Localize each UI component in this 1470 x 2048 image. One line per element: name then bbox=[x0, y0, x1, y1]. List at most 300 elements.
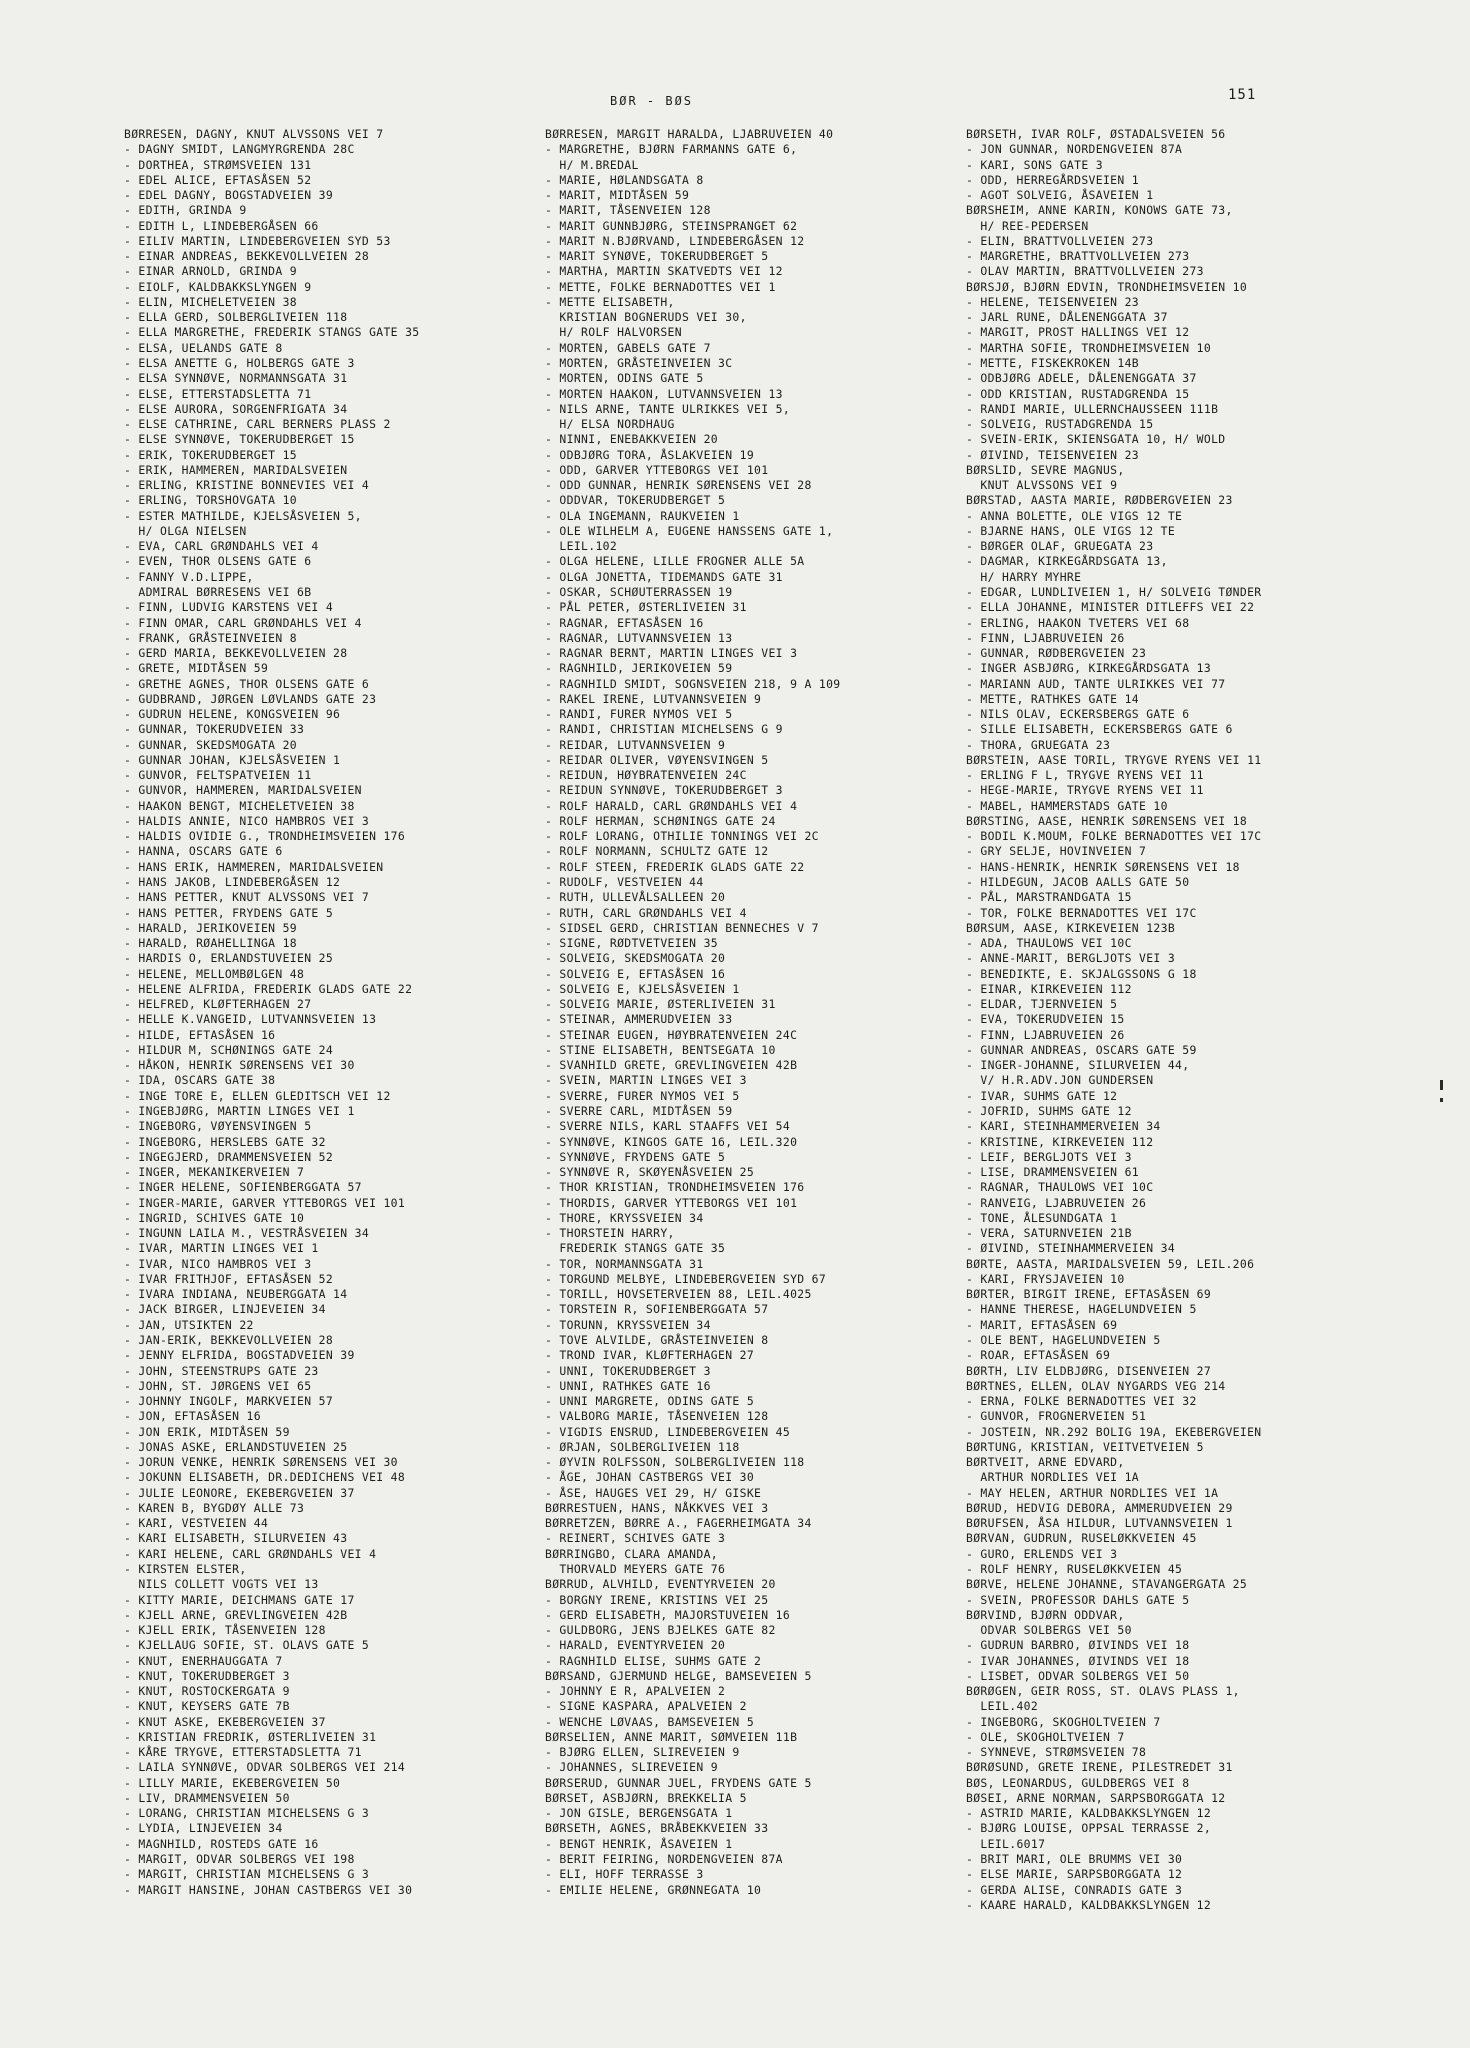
directory-entry: - EINAR ARNOLD, GRINDA 9 bbox=[124, 264, 297, 279]
directory-entry: - KARI, STEINHAMMERVEIEN 34 bbox=[966, 1119, 1161, 1134]
directory-entry: - ØIVIND, STEINHAMMERVEIEN 34 bbox=[966, 1241, 1176, 1256]
directory-column-1 bbox=[124, 127, 554, 1898]
directory-entry: - JACK BIRGER, LINJEVEIEN 34 bbox=[124, 1302, 326, 1317]
directory-entry: - BORGNY IRENE, KRISTINS VEI 25 bbox=[545, 1592, 769, 1607]
directory-entry: - GERD ELISABETH, MAJORSTUVEIEN 16 bbox=[545, 1607, 791, 1622]
directory-entry: - SOLVEIG MARIE, ØSTERLIVEIEN 31 bbox=[545, 997, 776, 1012]
directory-entry: - TORSTEIN R, SOFIENBERGGATA 57 bbox=[545, 1302, 769, 1317]
directory-entry: - KRISTINE, KIRKEVEIEN 112 bbox=[966, 1134, 1154, 1149]
directory-entry: - ELIN, MICHELETVEIEN 38 bbox=[124, 294, 297, 309]
directory-entry: THORVALD MEYERS GATE 76 bbox=[545, 1561, 726, 1576]
directory-entry: - RAKEL IRENE, LUTVANNSVEIEN 9 bbox=[545, 691, 762, 706]
directory-entry: - HARALD, EVENTYRVEIEN 20 bbox=[545, 1638, 726, 1653]
directory-entry: - RAGNHILD SMIDT, SOGNSVEIEN 218, 9 A 109 bbox=[545, 676, 841, 691]
directory-entry: H/ ELSA NORDHAUG bbox=[545, 417, 675, 432]
directory-entry: BØRSAND, GJERMUND HELGE, BAMSEVEIEN 5 bbox=[545, 1668, 812, 1683]
directory-entry: - ODBJØRG TORA, ÅSLAKVEIEN 19 bbox=[545, 447, 755, 462]
directory-entry: - GRY SELJE, HOVINVEIEN 7 bbox=[966, 844, 1147, 859]
directory-entry: - TORUNN, KRYSSVEIEN 34 bbox=[545, 1317, 711, 1332]
directory-entry: BØRSLID, SEVRE MAGNUS, bbox=[966, 462, 1125, 477]
directory-entry: - KARI, SONS GATE 3 bbox=[966, 157, 1103, 172]
directory-entry: - JOHANNES, SLIREVEIEN 9 bbox=[545, 1760, 718, 1775]
directory-entry: - UNNI, RATHKES GATE 16 bbox=[545, 1378, 711, 1393]
directory-entry: - INGER HELENE, SOFIENBERGGATA 57 bbox=[124, 1180, 362, 1195]
directory-entry: - ELSA, UELANDS GATE 8 bbox=[124, 340, 283, 355]
directory-entry: - DAGMAR, KIRKEGÅRDSGATA 13, bbox=[966, 554, 1168, 569]
directory-entry: - HANNE THERESE, HAGELUNDVEIEN 5 bbox=[966, 1302, 1197, 1317]
directory-entry: - MABEL, HAMMERSTADS GATE 10 bbox=[966, 798, 1168, 813]
directory-entry: BØRSUM, AASE, KIRKEVEIEN 123B bbox=[966, 920, 1176, 935]
directory-entry: - MARGIT HANSINE, JOHAN CASTBERGS VEI 30 bbox=[124, 1882, 413, 1897]
directory-entry: - RUTH, CARL GRØNDAHLS VEI 4 bbox=[545, 905, 747, 920]
directory-entry: BØRUD, HEDVIG DEBORA, AMMERUDVEIEN 29 bbox=[966, 1500, 1233, 1515]
directory-entry: - LAILA SYNNØVE, ODVAR SOLBERGS VEI 214 bbox=[124, 1760, 406, 1775]
directory-entry: - RANDI, FURER NYMOS VEI 5 bbox=[545, 707, 733, 722]
directory-entry: - HARDIS O, ERLANDSTUVEIEN 25 bbox=[124, 951, 334, 966]
directory-entry: - KARI, FRYSJAVEIEN 10 bbox=[966, 1271, 1125, 1286]
directory-entry: - VERA, SATURNVEIEN 21B bbox=[966, 1226, 1132, 1241]
directory-entry: - JON ERIK, MIDTÅSEN 59 bbox=[124, 1424, 290, 1439]
directory-entry: - ELLA MARGRETHE, FREDERIK STANGS GATE 35 bbox=[124, 325, 420, 340]
directory-entry: - REINERT, SCHIVES GATE 3 bbox=[545, 1531, 726, 1546]
directory-entry: - HELENE ALFRIDA, FREDERIK GLADS GATE 22 bbox=[124, 981, 413, 996]
directory-entry: - ØIVIND, TEISENVEIEN 23 bbox=[966, 447, 1139, 462]
directory-entry: - HELENE, MELLOMBØLGEN 48 bbox=[124, 966, 305, 981]
directory-column-3 bbox=[966, 127, 1396, 1913]
directory-entry: - ERLING, TORSHOVGATA 10 bbox=[124, 493, 297, 508]
directory-entry: - INGE TORE E, ELLEN GLEDITSCH VEI 12 bbox=[124, 1088, 391, 1103]
directory-entry: BØS, LEONARDUS, GULDBERGS VEI 8 bbox=[966, 1775, 1190, 1790]
directory-entry: - ODD, HERREGÅRDSVEIEN 1 bbox=[966, 172, 1139, 187]
directory-entry: - UNNI MARGRETE, ODINS GATE 5 bbox=[545, 1394, 755, 1409]
directory-entry: KRISTIAN BOGNERUDS VEI 30, bbox=[545, 310, 747, 325]
directory-column-2 bbox=[545, 127, 975, 1898]
directory-entry: - HARALD, JERIKOVEIEN 59 bbox=[124, 920, 297, 935]
directory-entry: - MARIT N.BJØRVAND, LINDEBERGÅSEN 12 bbox=[545, 233, 805, 248]
directory-entry: - ØYVIN ROLFSSON, SOLBERGLIVEIEN 118 bbox=[545, 1455, 805, 1470]
directory-entry: - GRETHE AGNES, THOR OLSENS GATE 6 bbox=[124, 676, 370, 691]
directory-entry: - HELENE, TEISENVEIEN 23 bbox=[966, 294, 1139, 309]
directory-entry: - RAGNAR BERNT, MARTIN LINGES VEI 3 bbox=[545, 646, 798, 661]
directory-entry: - MARIT, MIDTÅSEN 59 bbox=[545, 188, 690, 203]
directory-entry: - MARGIT, CHRISTIAN MICHELSENS G 3 bbox=[124, 1867, 370, 1882]
directory-entry: - MORTEN, ODINS GATE 5 bbox=[545, 371, 704, 386]
directory-entry: - GUDBRAND, JØRGEN LØVLANDS GATE 23 bbox=[124, 691, 377, 706]
directory-entry: - SVERRE NILS, KARL STAAFFS VEI 54 bbox=[545, 1119, 791, 1134]
directory-entry: - TOR, FOLKE BERNADOTTES VEI 17C bbox=[966, 905, 1197, 920]
scan-edge-mark bbox=[1440, 1098, 1443, 1102]
directory-entry: - HILDUR M, SCHØNINGS GATE 24 bbox=[124, 1042, 334, 1057]
directory-entry: - IDA, OSCARS GATE 38 bbox=[124, 1073, 276, 1088]
directory-entry: H/ OLGA NIELSEN bbox=[124, 523, 247, 538]
directory-entry: - MARIT, TÅSENVEIEN 128 bbox=[545, 203, 711, 218]
directory-entry: BØRVAN, GUDRUN, RUSELØKKVEIEN 45 bbox=[966, 1531, 1197, 1546]
directory-entry: - KAARE HARALD, KALDBAKKSLYNGEN 12 bbox=[966, 1897, 1212, 1912]
directory-entry: - GUNVOR, FROGNERVEIEN 51 bbox=[966, 1409, 1147, 1424]
directory-entry: - TORGUND MELBYE, LINDEBERGVEIEN SYD 67 bbox=[545, 1271, 827, 1286]
directory-entry: - MARIT SYNØVE, TOKERUDBERGET 5 bbox=[545, 249, 769, 264]
directory-entry: - GUDRUN BARBRO, ØIVINDS VEI 18 bbox=[966, 1638, 1190, 1653]
directory-entry: ODVAR SOLBERGS VEI 50 bbox=[966, 1623, 1132, 1638]
directory-entry: - IVARA INDIANA, NEUBERGGATA 14 bbox=[124, 1287, 348, 1302]
directory-entry: BØRSERUD, GUNNAR JUEL, FRYDENS GATE 5 bbox=[545, 1775, 812, 1790]
directory-entry: - LEIF, BERGLJOTS VEI 3 bbox=[966, 1149, 1132, 1164]
directory-entry: - LORANG, CHRISTIAN MICHELSENS G 3 bbox=[124, 1806, 370, 1821]
directory-entry: - ODD KRISTIAN, RUSTADGRENDA 15 bbox=[966, 386, 1190, 401]
directory-entry: BØRSJØ, BJØRN EDVIN, TRONDHEIMSVEIEN 10 bbox=[966, 279, 1248, 294]
directory-entry: BØRRESEN, DAGNY, KNUT ALVSSONS VEI 7 bbox=[124, 127, 384, 141]
directory-entry: - ÅGE, JOHAN CASTBERGS VEI 30 bbox=[545, 1470, 755, 1485]
directory-entry: - JENNY ELFRIDA, BOGSTADVEIEN 39 bbox=[124, 1348, 355, 1363]
directory-entry: - ERLING F L, TRYGVE RYENS VEI 11 bbox=[966, 768, 1204, 783]
directory-entry: - FINN, LJABRUVEIEN 26 bbox=[966, 630, 1125, 645]
directory-entry: LEIL.102 bbox=[545, 539, 618, 554]
directory-entry: - ODBJØRG ADELE, DÅLENENGGATA 37 bbox=[966, 371, 1197, 386]
directory-entry: - EIOLF, KALDBAKKSLYNGEN 9 bbox=[124, 279, 312, 294]
directory-entry: - GULDBORG, JENS BJELKES GATE 82 bbox=[545, 1623, 776, 1638]
directory-entry: H/ HARRY MYHRE bbox=[966, 569, 1082, 584]
directory-entry: - HARALD, RØAHELLINGA 18 bbox=[124, 936, 297, 951]
directory-entry: - ERLING, KRISTINE BONNEVIES VEI 4 bbox=[124, 478, 370, 493]
directory-entry: - SVANHILD GRETE, GREVLINGVEIEN 42B bbox=[545, 1058, 798, 1073]
directory-entry: - KNUT, TOKERUDBERGET 3 bbox=[124, 1668, 290, 1683]
directory-entry: - ELI, HOFF TERRASSE 3 bbox=[545, 1867, 704, 1882]
directory-entry: - FANNY V.D.LIPPE, bbox=[124, 569, 254, 584]
directory-entry: BØSEI, ARNE NORMAN, SARPSBORGGATA 12 bbox=[966, 1790, 1226, 1805]
directory-entry: - ELSE SYNNØVE, TOKERUDBERGET 15 bbox=[124, 432, 355, 447]
directory-entry: - EINAR ANDREAS, BEKKEVOLLVEIEN 28 bbox=[124, 249, 370, 264]
directory-entry: KNUT ALVSSONS VEI 9 bbox=[966, 478, 1118, 493]
directory-entry: - KNUT, ROSTOCKERGATA 9 bbox=[124, 1684, 290, 1699]
directory-entry: - INGEBORG, SKOGHOLTVEIEN 7 bbox=[966, 1714, 1161, 1729]
directory-entry: - JOFRID, SUHMS GATE 12 bbox=[966, 1104, 1132, 1118]
directory-entry: - OLGA JONETTA, TIDEMANDS GATE 31 bbox=[545, 569, 783, 584]
directory-entry: - GERD MARIA, BEKKEVOLLVEIEN 28 bbox=[124, 646, 348, 661]
directory-entry: - KARI ELISABETH, SILURVEIEN 43 bbox=[124, 1531, 348, 1546]
directory-entry: - OLGA HELENE, LILLE FROGNER ALLE 5A bbox=[545, 554, 805, 569]
directory-entry: - WENCHE LØVAAS, BAMSEVEIEN 5 bbox=[545, 1714, 755, 1729]
directory-entry: - BJØRG ELLEN, SLIREVEIEN 9 bbox=[545, 1745, 740, 1760]
directory-entry: - REIDAR OLIVER, VØYENSVINGEN 5 bbox=[545, 752, 769, 767]
directory-entry: - RANDI, CHRISTIAN MICHELSENS G 9 bbox=[545, 722, 783, 737]
directory-entry: - ROLF HARALD, CARL GRØNDAHLS VEI 4 bbox=[545, 798, 798, 813]
directory-entry: - ERLING, HAAKON TVETERS VEI 68 bbox=[966, 615, 1190, 630]
directory-entry: - KNUT, KEYSERS GATE 7B bbox=[124, 1699, 290, 1714]
directory-entry: - MARIANN AUD, TANTE ULRIKKES VEI 77 bbox=[966, 676, 1226, 691]
directory-entry: - HILDEGUN, JACOB AALLS GATE 50 bbox=[966, 875, 1190, 890]
directory-entry: - THORE, KRYSSVEIEN 34 bbox=[545, 1210, 704, 1225]
directory-entry: LEIL.6017 bbox=[966, 1836, 1046, 1851]
directory-entry: - MORTEN HAAKON, LUTVANNSVEIEN 13 bbox=[545, 386, 783, 401]
directory-entry: - RANDI MARIE, ULLERNCHAUSSEEN 111B bbox=[966, 401, 1219, 416]
directory-entry: - LISE, DRAMMENSVEIEN 61 bbox=[966, 1165, 1139, 1180]
directory-entry: ARTHUR NORDLIES VEI 1A bbox=[966, 1470, 1139, 1485]
directory-entry: - JAN-ERIK, BEKKEVOLLVEIEN 28 bbox=[124, 1332, 334, 1347]
directory-entry: - RAGNAR, EFTASÅSEN 16 bbox=[545, 615, 704, 630]
directory-entry: - INGER-MARIE, GARVER YTTEBORGS VEI 101 bbox=[124, 1195, 406, 1210]
directory-entry: - NILS OLAV, ECKERSBERGS GATE 6 bbox=[966, 707, 1190, 722]
directory-entry: - NILS ARNE, TANTE ULRIKKES VEI 5, bbox=[545, 401, 791, 416]
directory-entry: - SYNNØVE, FRYDENS GATE 5 bbox=[545, 1149, 726, 1164]
directory-entry: - KARI HELENE, CARL GRØNDAHLS VEI 4 bbox=[124, 1546, 377, 1561]
directory-entry: - SYNNEVE, STRØMSVEIEN 78 bbox=[966, 1745, 1147, 1760]
directory-entry: - RANVEIG, LJABRUVEIEN 26 bbox=[966, 1195, 1147, 1210]
directory-entry: - HELLE K.VANGEID, LUTVANNSVEIEN 13 bbox=[124, 1012, 377, 1027]
directory-entry: - MARIT, EFTASÅSEN 69 bbox=[966, 1317, 1118, 1332]
directory-entry: - ELSA SYNNØVE, NORMANNSGATA 31 bbox=[124, 371, 348, 386]
directory-entry: - RAGNHILD ELISE, SUHMS GATE 2 bbox=[545, 1653, 762, 1668]
directory-entry: - GUNNAR, RØDBERGVEIEN 23 bbox=[966, 646, 1147, 661]
directory-entry: V/ H.R.ADV.JON GUNDERSEN bbox=[966, 1073, 1154, 1088]
directory-entry: - RAGNHILD, JERIKOVEIEN 59 bbox=[545, 661, 733, 676]
directory-entry: - SVEIN, MARTIN LINGES VEI 3 bbox=[545, 1073, 747, 1088]
directory-entry: - RAGNAR, LUTVANNSVEIEN 13 bbox=[545, 630, 733, 645]
directory-entry: - IVAR, MARTIN LINGES VEI 1 bbox=[124, 1241, 319, 1256]
directory-entry: - REIDUN SYNNØVE, TOKERUDBERGET 3 bbox=[545, 783, 783, 798]
directory-entry: BØRUFSEN, ÅSA HILDUR, LUTVANNSVEIEN 1 bbox=[966, 1516, 1233, 1531]
directory-entry: - TOVE ALVILDE, GRÅSTEINVEIEN 8 bbox=[545, 1332, 769, 1347]
directory-entry: BØRSTING, AASE, HENRIK SØRENSENS VEI 18 bbox=[966, 813, 1248, 828]
directory-entry: - ÅSE, HAUGES VEI 29, H/ GISKE bbox=[545, 1485, 762, 1500]
directory-entry: BØRSTEIN, AASE TORIL, TRYGVE RYENS VEI 11 bbox=[966, 752, 1262, 767]
directory-entry: - HANNA, OSCARS GATE 6 bbox=[124, 844, 283, 859]
directory-entry: - FRANK, GRÅSTEINVEIEN 8 bbox=[124, 630, 297, 645]
directory-entry: - ØRJAN, SOLBERGLIVEIEN 118 bbox=[545, 1439, 740, 1454]
directory-entry: - JOHN, ST. JØRGENS VEI 65 bbox=[124, 1378, 312, 1393]
directory-entry: - ODD GUNNAR, HENRIK SØRENSENS VEI 28 bbox=[545, 478, 812, 493]
directory-entry: - LIV, DRAMMENSVEIEN 50 bbox=[124, 1790, 290, 1805]
directory-entry: - THORDIS, GARVER YTTEBORGS VEI 101 bbox=[545, 1195, 798, 1210]
directory-entry: - MORTEN, GRÅSTEINVEIEN 3C bbox=[545, 355, 733, 370]
directory-entry: - SVERRE, FURER NYMOS VEI 5 bbox=[545, 1088, 740, 1103]
directory-entry: - INGEBJØRG, MARTIN LINGES VEI 1 bbox=[124, 1104, 355, 1118]
directory-entry: - EINAR, KIRKEVEIEN 112 bbox=[966, 981, 1132, 996]
directory-entry: - METTE ELISABETH, bbox=[545, 294, 675, 309]
directory-entry: - SYNNØVE R, SKØYENÅSVEIEN 25 bbox=[545, 1165, 755, 1180]
directory-entry: - ROLF STEEN, FREDERIK GLADS GATE 22 bbox=[545, 859, 805, 874]
directory-entry: - STEINAR, AMMERUDVEIEN 33 bbox=[545, 1012, 733, 1027]
directory-entry: - GUNVOR, FELTSPATVEIEN 11 bbox=[124, 768, 312, 783]
directory-entry: - KJELL ERIK, TÅSENVEIEN 128 bbox=[124, 1623, 326, 1638]
directory-entry: - SIDSEL GERD, CHRISTIAN BENNECHES V 7 bbox=[545, 920, 819, 935]
directory-entry: BØRSHEIM, ANNE KARIN, KONOWS GATE 73, bbox=[966, 203, 1233, 218]
directory-entry: - ELSE MARIE, SARPSBORGGATA 12 bbox=[966, 1867, 1183, 1882]
directory-entry: - ESTER MATHILDE, KJELSÅSVEIEN 5, bbox=[124, 508, 362, 523]
directory-entry: - LILLY MARIE, EKEBERGVEIEN 50 bbox=[124, 1775, 341, 1790]
directory-entry: - HALDIS OVIDIE G., TRONDHEIMSVEIEN 176 bbox=[124, 829, 406, 844]
directory-entry: - DORTHEA, STRØMSVEIEN 131 bbox=[124, 157, 312, 172]
directory-entry: ADMIRAL BØRRESENS VEI 6B bbox=[124, 584, 312, 599]
directory-entry: - KIRSTEN ELSTER, bbox=[124, 1561, 247, 1576]
directory-entry: BØRRESTUEN, HANS, NÅKKVES VEI 3 bbox=[545, 1500, 769, 1515]
directory-entry: - IVAR JOHANNES, ØIVINDS VEI 18 bbox=[966, 1653, 1190, 1668]
directory-entry: - MARGRETHE, BRATTVOLLVEIEN 273 bbox=[966, 249, 1190, 264]
directory-entry: H/ ROLF HALVORSEN bbox=[545, 325, 682, 340]
directory-entry: - RAGNAR, THAULOWS VEI 10C bbox=[966, 1180, 1154, 1195]
directory-entry: - EDGAR, LUNDLIVEIEN 1, H/ SOLVEIG TØNDER bbox=[966, 584, 1262, 599]
directory-entry: - SYNNØVE, KINGOS GATE 16, LEIL.320 bbox=[545, 1134, 798, 1149]
directory-entry: - HANS ERIK, HAMMEREN, MARIDALSVEIEN bbox=[124, 859, 384, 874]
directory-entry: - GUNNAR, TOKERUDVEIEN 33 bbox=[124, 722, 305, 737]
directory-entry: - OLE WILHELM A, EUGENE HANSSENS GATE 1, bbox=[545, 523, 834, 538]
scan-edge-mark bbox=[1440, 1080, 1443, 1090]
directory-entry: - KRISTIAN FREDRIK, ØSTERLIVEIEN 31 bbox=[124, 1729, 377, 1744]
directory-entry: - EMILIE HELENE, GRØNNEGATA 10 bbox=[545, 1882, 762, 1897]
directory-entry: - HELFRED, KLØFTERHAGEN 27 bbox=[124, 997, 312, 1012]
directory-entry: - SILLE ELISABETH, ECKERSBERGS GATE 6 bbox=[966, 722, 1233, 737]
directory-entry: - KJELLAUG SOFIE, ST. OLAVS GATE 5 bbox=[124, 1638, 370, 1653]
directory-entry: - ELSE, ETTERSTADSLETTA 71 bbox=[124, 386, 312, 401]
directory-entry: - REIDUN, HØYBRATENVEIEN 24C bbox=[545, 768, 747, 783]
directory-entry: - BJØRG LOUISE, OPPSAL TERRASSE 2, bbox=[966, 1821, 1212, 1836]
directory-entry: - LYDIA, LINJEVEIEN 34 bbox=[124, 1821, 283, 1836]
directory-entry: - INGER ASBJØRG, KIRKEGÅRDSGATA 13 bbox=[966, 661, 1212, 676]
directory-entry: - HANS PETTER, FRYDENS GATE 5 bbox=[124, 905, 334, 920]
directory-entry: BØRSETH, IVAR ROLF, ØSTADALSVEIEN 56 bbox=[966, 127, 1226, 141]
directory-entry: - JOSTEIN, NR.292 BOLIG 19A, EKEBERGVEIEN bbox=[966, 1424, 1262, 1439]
directory-entry: - MORTEN, GABELS GATE 7 bbox=[545, 340, 711, 355]
directory-entry: - ELSA ANETTE G, HOLBERGS GATE 3 bbox=[124, 355, 355, 370]
directory-entry: - ODDVAR, TOKERUDBERGET 5 bbox=[545, 493, 726, 508]
directory-entry: - THOR KRISTIAN, TRONDHEIMSVEIEN 176 bbox=[545, 1180, 805, 1195]
directory-entry: - EVEN, THOR OLSENS GATE 6 bbox=[124, 554, 312, 569]
directory-entry: - NINNI, ENEBAKKVEIEN 20 bbox=[545, 432, 718, 447]
directory-entry: - JOHNNY E R, APALVEIEN 2 bbox=[545, 1684, 726, 1699]
directory-entry: - LISBET, ODVAR SOLBERGS VEI 50 bbox=[966, 1668, 1190, 1683]
directory-entry: - INGEBORG, HERSLEBS GATE 32 bbox=[124, 1134, 326, 1149]
directory-entry: - MARTHA, MARTIN SKATVEDTS VEI 12 bbox=[545, 264, 783, 279]
directory-entry: - EDEL ALICE, EFTASÅSEN 52 bbox=[124, 172, 312, 187]
directory-entry: BØRTVEIT, ARNE EDVARD, bbox=[966, 1455, 1125, 1470]
directory-entry: - KITTY MARIE, DEICHMANS GATE 17 bbox=[124, 1592, 355, 1607]
directory-entry: - EVA, CARL GRØNDAHLS VEI 4 bbox=[124, 539, 319, 554]
directory-entry: - HILDE, EFTASÅSEN 16 bbox=[124, 1027, 276, 1042]
directory-entry: - BODIL K.MOUM, FOLKE BERNADOTTES VEI 17C bbox=[966, 829, 1262, 844]
directory-entry: - INGER, MEKANIKERVEIEN 7 bbox=[124, 1165, 305, 1180]
directory-entry: - JON GISLE, BERGENSGATA 1 bbox=[545, 1806, 733, 1821]
directory-entry: - BERIT FEIRING, NORDENGVEIEN 87A bbox=[545, 1852, 783, 1867]
directory-entry: - INGUNN LAILA M., VESTRÅSVEIEN 34 bbox=[124, 1226, 370, 1241]
directory-entry: - BJARNE HANS, OLE VIGS 12 TE bbox=[966, 523, 1176, 538]
directory-entry: - MARTHA SOFIE, TRONDHEIMSVEIEN 10 bbox=[966, 340, 1212, 355]
directory-entry: - ANNA BOLETTE, OLE VIGS 12 TE bbox=[966, 508, 1183, 523]
directory-entry: BØRØSUND, GRETE IRENE, PILESTREDET 31 bbox=[966, 1760, 1233, 1775]
directory-entry: - HANS-HENRIK, HENRIK SØRENSENS VEI 18 bbox=[966, 859, 1240, 874]
directory-entry: BØRRETZEN, BØRRE A., FAGERHEIMGATA 34 bbox=[545, 1516, 812, 1531]
directory-entry: - OLA INGEMANN, RAUKVEIEN 1 bbox=[545, 508, 740, 523]
directory-entry: - GUNVOR, HAMMEREN, MARIDALSVEIEN bbox=[124, 783, 362, 798]
directory-entry: - SVEIN, PROFESSOR DAHLS GATE 5 bbox=[966, 1592, 1190, 1607]
directory-entry: - ELIN, BRATTVOLLVEIEN 273 bbox=[966, 233, 1154, 248]
directory-entry: - AGOT SOLVEIG, ÅSAVEIEN 1 bbox=[966, 188, 1154, 203]
directory-entry: - TOR, NORMANNSGATA 31 bbox=[545, 1256, 704, 1271]
directory-entry: - GUNNAR, SKEDSMOGATA 20 bbox=[124, 737, 297, 752]
directory-entry: - ERIK, TOKERUDBERGET 15 bbox=[124, 447, 297, 462]
directory-entry: - MARGRETHE, BJØRN FARMANNS GATE 6, bbox=[545, 142, 798, 157]
directory-entry: - HEGE-MARIE, TRYGVE RYENS VEI 11 bbox=[966, 783, 1204, 798]
directory-entry: - ADA, THAULOWS VEI 10C bbox=[966, 936, 1132, 951]
directory-entry: - REIDAR, LUTVANNSVEIEN 9 bbox=[545, 737, 726, 752]
directory-entry: - JONAS ASKE, ERLANDSTUVEIEN 25 bbox=[124, 1439, 348, 1454]
directory-entry: - JON, EFTASÅSEN 16 bbox=[124, 1409, 261, 1424]
directory-entry: - JARL RUNE, DÅLENENGGATA 37 bbox=[966, 310, 1168, 325]
directory-entry: - PÅL PETER, ØSTERLIVEIEN 31 bbox=[545, 600, 747, 615]
directory-entry: - ELLA GERD, SOLBERGLIVEIEN 118 bbox=[124, 310, 348, 325]
directory-entry: BØRSELIEN, ANNE MARIT, SØMVEIEN 11B bbox=[545, 1729, 798, 1744]
directory-entry: - GURO, ERLENDS VEI 3 bbox=[966, 1546, 1118, 1561]
directory-entry: - JULIE LEONORE, EKEBERGVEIEN 37 bbox=[124, 1485, 355, 1500]
directory-entry: - SVERRE CARL, MIDTÅSEN 59 bbox=[545, 1104, 733, 1118]
directory-entry: - GRETE, MIDTÅSEN 59 bbox=[124, 661, 269, 676]
directory-entry: - JORUN VENKE, HENRIK SØRENSENS VEI 30 bbox=[124, 1455, 398, 1470]
directory-entry: - OLE BENT, HAGELUNDVEIEN 5 bbox=[966, 1332, 1161, 1347]
directory-entry: - STINE ELISABETH, BENTSEGATA 10 bbox=[545, 1042, 776, 1057]
directory-entry: - ANNE-MARIT, BERGLJOTS VEI 3 bbox=[966, 951, 1176, 966]
directory-entry: - JOKUNN ELISABETH, DR.DEDICHENS VEI 48 bbox=[124, 1470, 406, 1485]
directory-entry: - SIGNE KASPARA, APALVEIEN 2 bbox=[545, 1699, 747, 1714]
directory-entry: - EILIV MARTIN, LINDEBERGVEIEN SYD 53 bbox=[124, 233, 391, 248]
directory-entry: - SIGNE, RØDTVETVEIEN 35 bbox=[545, 936, 718, 951]
directory-entry: - INGEGJERD, DRAMMENSVEIEN 52 bbox=[124, 1149, 334, 1164]
directory-entry: BØRRESEN, MARGIT HARALDA, LJABRUVEIEN 40 bbox=[545, 127, 834, 141]
directory-entry: - BØRGER OLAF, GRUEGATA 23 bbox=[966, 539, 1154, 554]
directory-entry: - SOLVEIG, SKEDSMOGATA 20 bbox=[545, 951, 726, 966]
directory-entry: - THORSTEIN HARRY, bbox=[545, 1226, 675, 1241]
directory-entry: - KAREN B, BYGDØY ALLE 73 bbox=[124, 1500, 305, 1515]
directory-entry: - UNNI, TOKERUDBERGET 3 bbox=[545, 1363, 711, 1378]
directory-entry: - EDEL DAGNY, BOGSTADVEIEN 39 bbox=[124, 188, 334, 203]
directory-entry: - METTE, FISKEKROKEN 14B bbox=[966, 355, 1139, 370]
directory-entry: - VIGDIS ENSRUD, LINDEBERGVEIEN 45 bbox=[545, 1424, 791, 1439]
directory-entry: - MARGIT, PROST HALLINGS VEI 12 bbox=[966, 325, 1190, 340]
directory-entry: - TROND IVAR, KLØFTERHAGEN 27 bbox=[545, 1348, 755, 1363]
directory-entry: BØRTH, LIV ELDBJØRG, DISENVEIEN 27 bbox=[966, 1363, 1212, 1378]
directory-entry: - OLAV MARTIN, BRATTVOLLVEIEN 273 bbox=[966, 264, 1204, 279]
directory-entry: - TONE, ÅLESUNDGATA 1 bbox=[966, 1210, 1118, 1225]
directory-entry: - JON GUNNAR, NORDENGVEIEN 87A bbox=[966, 142, 1183, 157]
directory-entry: - ODD, GARVER YTTEBORGS VEI 101 bbox=[545, 462, 769, 477]
directory-entry: - FINN OMAR, CARL GRØNDAHLS VEI 4 bbox=[124, 615, 362, 630]
directory-entry: - EVA, TOKERUDVEIEN 15 bbox=[966, 1012, 1125, 1027]
directory-entry: - INGRID, SCHIVES GATE 10 bbox=[124, 1210, 305, 1225]
directory-entry: - GERDA ALISE, CONRADIS GATE 3 bbox=[966, 1882, 1183, 1897]
directory-entry: - IVAR, NICO HAMBROS VEI 3 bbox=[124, 1256, 312, 1271]
directory-entry: - ELSE CATHRINE, CARL BERNERS PLASS 2 bbox=[124, 417, 391, 432]
directory-entry: BØRSTAD, AASTA MARIE, RØDBERGVEIEN 23 bbox=[966, 493, 1233, 508]
directory-entry: - GUNNAR JOHAN, KJELSÅSVEIEN 1 bbox=[124, 752, 341, 767]
directory-entry: - MAGNHILD, ROSTEDS GATE 16 bbox=[124, 1836, 319, 1851]
directory-entry: - BENEDIKTE, E. SKJALGSSONS G 18 bbox=[966, 966, 1197, 981]
directory-entry: - OSKAR, SCHØUTERRASSEN 19 bbox=[545, 584, 733, 599]
directory-entry: - STEINAR EUGEN, HØYBRATENVEIEN 24C bbox=[545, 1027, 798, 1042]
directory-entry: - EDITH, GRINDA 9 bbox=[124, 203, 247, 218]
directory-entry: - GUDRUN HELENE, KONGSVEIEN 96 bbox=[124, 707, 341, 722]
directory-entry: - HÅKON, HENRIK SØRENSENS VEI 30 bbox=[124, 1058, 355, 1073]
directory-entry: BØRVE, HELENE JOHANNE, STAVANGERGATA 25 bbox=[966, 1577, 1248, 1592]
directory-entry: - BRIT MARI, OLE BRUMMS VEI 30 bbox=[966, 1852, 1183, 1867]
directory-entry: - ERIK, HAMMEREN, MARIDALSVEIEN bbox=[124, 462, 348, 477]
running-header: BØR - BØS bbox=[610, 94, 694, 108]
directory-entry: - KÅRE TRYGVE, ETTERSTADSLETTA 71 bbox=[124, 1745, 362, 1760]
directory-entry: - ROLF HENRY, RUSELØKKVEIEN 45 bbox=[966, 1561, 1183, 1576]
directory-entry: - FINN, LJABRUVEIEN 26 bbox=[966, 1027, 1125, 1042]
directory-entry: BØRVIND, BJØRN ODDVAR, bbox=[966, 1607, 1125, 1622]
directory-entry: - ELDAR, TJERNVEIEN 5 bbox=[966, 997, 1118, 1012]
directory-entry: - KNUT, ENERHAUGGATA 7 bbox=[124, 1653, 283, 1668]
directory-entry: - DAGNY SMIDT, LANGMYRGRENDA 28C bbox=[124, 142, 355, 157]
directory-entry: - ROLF HERMAN, SCHØNINGS GATE 24 bbox=[545, 813, 776, 828]
directory-entry: - BENGT HENRIK, ÅSAVEIEN 1 bbox=[545, 1836, 733, 1851]
